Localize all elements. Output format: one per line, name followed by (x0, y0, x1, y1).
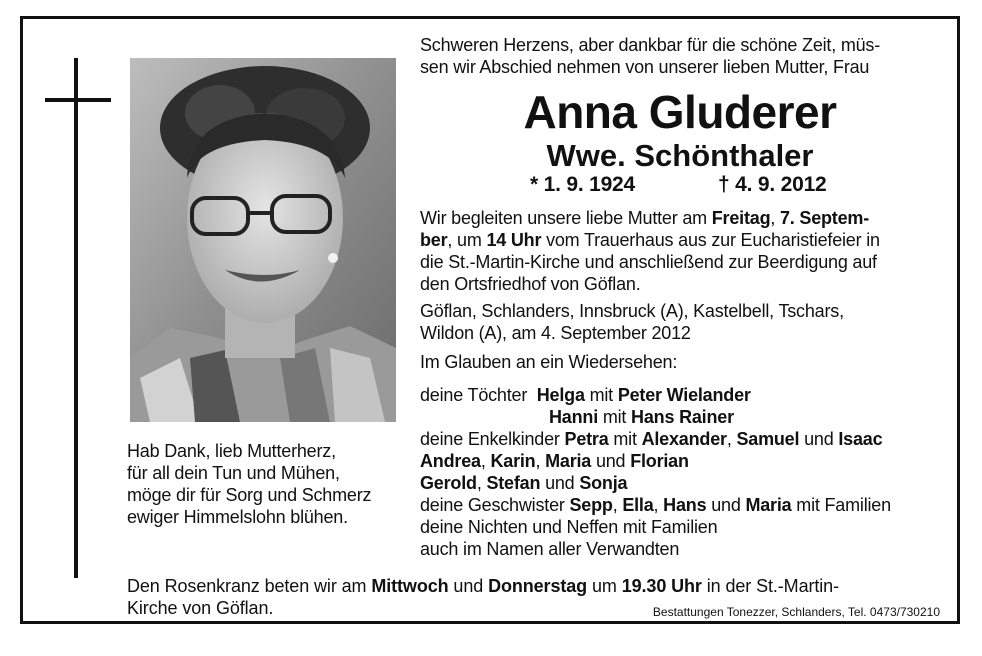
grandchild-name: Isaac (838, 429, 883, 449)
rosary-day: Mittwoch (371, 576, 449, 596)
partner-name: Hans Rainer (631, 407, 734, 427)
service-date: 7. Septem- (779, 208, 870, 228)
text: deine Geschwister (420, 495, 565, 515)
service-line (420, 229, 938, 251)
faith-line: Im Glauben an ein Wiedersehen: (420, 352, 678, 372)
daughter-name: Helga (536, 385, 585, 405)
text: mit (589, 385, 613, 405)
service-line (420, 207, 938, 229)
siblings-line: deine Geschwister Sepp, Ella, Hans und Maria mit Familien (420, 495, 891, 515)
text: , (770, 208, 780, 228)
text: vom Trauerhaus aus zur Eucharistiefeier in (541, 230, 880, 250)
grandchildren-line-1: deine Enkelkinder Petra mit Alexander, Samuel und Isaac (420, 429, 883, 449)
deceased-name: Anna Gluderer (523, 86, 837, 138)
memorial-verse (127, 440, 407, 528)
text: und (711, 495, 741, 515)
sibling-name: Hans (663, 495, 707, 515)
grandchild-name: Gerold (420, 473, 477, 493)
text: mit Familien (796, 495, 891, 515)
text: und (448, 576, 489, 596)
grandchild-name: Samuel (736, 429, 800, 449)
life-dates (420, 174, 938, 202)
text: in der St.-Martin- (701, 576, 839, 596)
rosary-line: Kirche von Göflan. (127, 598, 274, 618)
daughters-line-2 (549, 406, 734, 428)
text: und (545, 473, 575, 493)
text: mit (613, 429, 637, 449)
grandchildren-line-2: Andrea, Karin, Maria und Florian (420, 451, 689, 471)
grandchild-name: Maria (545, 451, 592, 471)
service-day: Freitag (711, 208, 771, 228)
text: und (804, 429, 834, 449)
sibling-name: Maria (745, 495, 792, 515)
grandchild-partner: Alexander (641, 429, 727, 449)
grandchildren-line-3: Gerold, Stefan und Sonja (420, 473, 628, 493)
grandchild-name: Karin (490, 451, 536, 471)
text: um (587, 576, 622, 596)
text: , um (447, 230, 487, 250)
grandchild-name: Florian (630, 451, 689, 471)
cross-horizontal-bar (45, 98, 111, 102)
rosary-line (127, 575, 939, 597)
text: Wir begleiten unsere liebe Mutter am (420, 208, 712, 228)
cross-vertical-bar (74, 58, 78, 578)
text: Den Rosenkranz beten wir am (127, 576, 372, 596)
place-line: Göflan, Schlanders, Innsbruck (A), Kastelbell, Tschars, (420, 301, 844, 321)
place-line: Wildon (A), am 4. September 2012 (420, 323, 691, 343)
service-time: 14 Uhr (486, 230, 542, 250)
grandchild-name: Stefan (486, 473, 541, 493)
service-date: ber (420, 230, 448, 250)
service-line: die St.-Martin-Kirche und anschließend zur Beerdigung auf (420, 252, 877, 272)
sibling-name: Sepp (569, 495, 613, 515)
intro-line: Schweren Herzens, aber dankbar für die schöne Zeit, müs- (420, 35, 881, 55)
place-and-date (420, 300, 938, 344)
sibling-name: Ella (622, 495, 654, 515)
portrait-photo (130, 58, 396, 422)
grandchild-name: Sonja (579, 473, 628, 493)
widow-name: Wwe. Schönthaler (546, 138, 814, 173)
text: und (595, 451, 626, 471)
birth-date: * 1. 9. 1924 (530, 173, 636, 196)
death-date: † 4. 9. 2012 (718, 173, 827, 196)
verse-line: Hab Dank, lieb Mutterherz, (127, 441, 336, 461)
text: deine Enkelkinder (420, 429, 560, 449)
verse-line: für all dein Tun und Mühen, (127, 463, 340, 483)
intro-line: sen wir Abschied nehmen von unserer lieben Mutter, Frau (420, 57, 870, 77)
verse-line: ewiger Himmelslohn blühen. (127, 507, 348, 527)
nieces-nephews-line: deine Nichten und Neffen mit Familien (420, 517, 718, 537)
funeral-service-text (420, 207, 938, 295)
text: deine Töchter (420, 385, 528, 405)
verse-line: möge dir für Sorg und Schmerz (127, 485, 372, 505)
grandchild-name: Andrea (420, 451, 481, 471)
text: mit (602, 407, 627, 427)
rosary-day: Donnerstag (488, 576, 588, 596)
daughter-name: Hanni (549, 407, 599, 427)
undertaker-credit: Bestattungen Tonezzer, Schlanders, Tel. 0473/730210 (652, 605, 940, 619)
service-line: den Ortsfriedhof von Göflan. (420, 274, 641, 294)
partner-name: Peter Wielander (617, 385, 751, 405)
relatives-line: auch im Namen aller Verwandten (420, 539, 680, 559)
daughters-line-1 (420, 384, 751, 406)
rosary-time: 19.30 Uhr (621, 576, 702, 596)
grandchild-name: Petra (564, 429, 609, 449)
intro-text (420, 34, 938, 78)
